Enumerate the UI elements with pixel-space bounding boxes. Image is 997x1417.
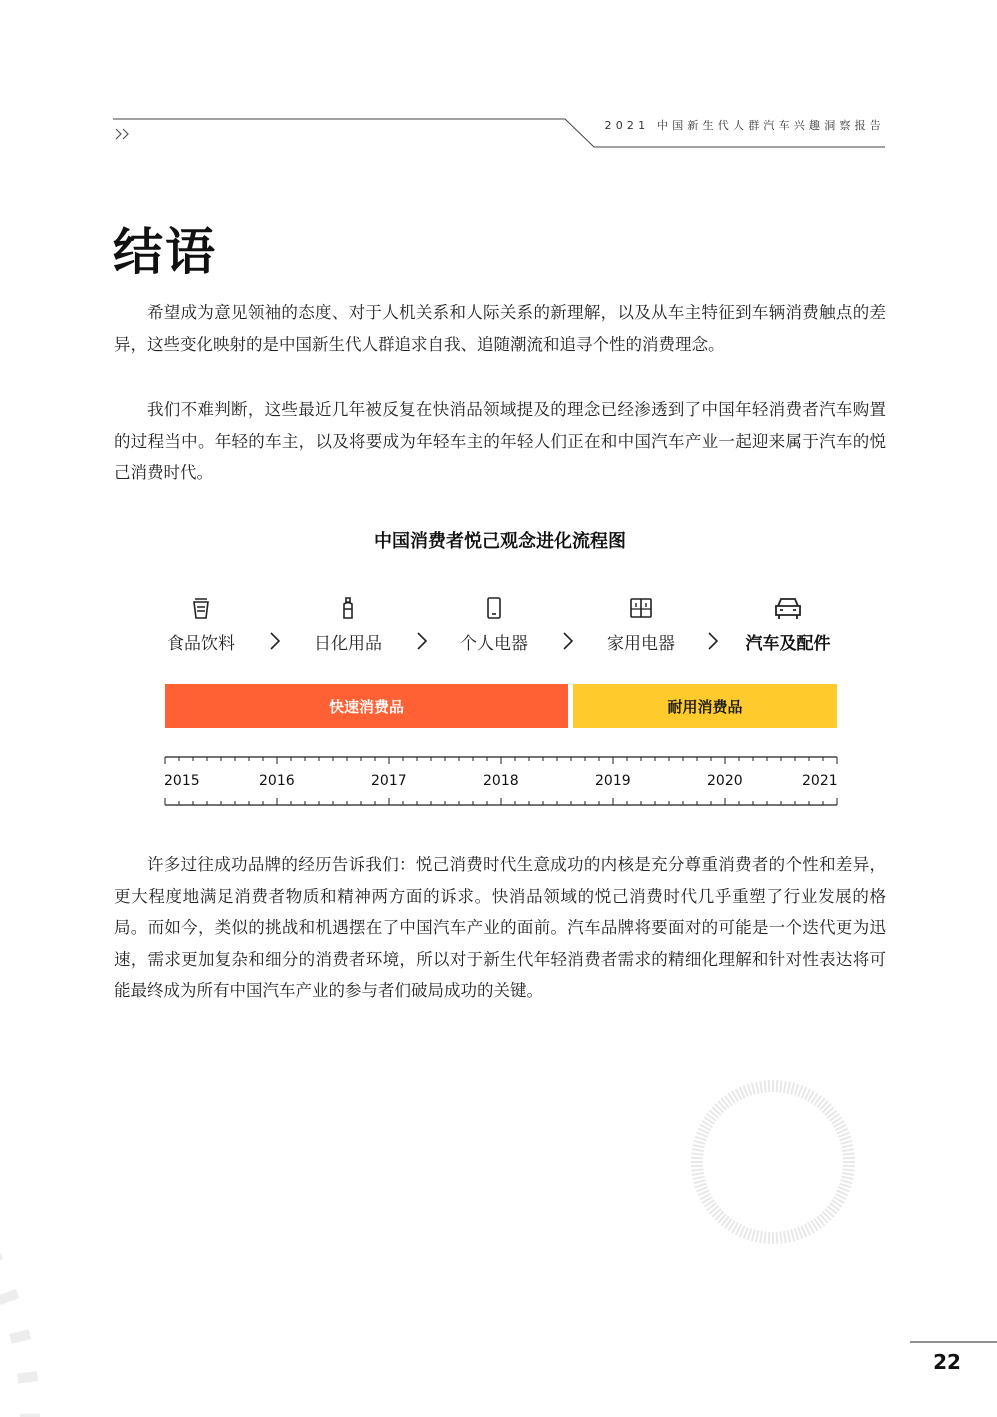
decorative-tick [696,1133,707,1137]
decorative-tick [843,1166,855,1167]
decorative-tick [843,1169,855,1170]
double-chevron-icon [114,127,132,145]
year-label: 2018 [483,773,519,789]
chevron-right-icon [269,631,281,651]
decorative-tick [843,1158,855,1159]
paragraph-1: 希望成为意见领袖的态度、对于人机关系和人际关系的新理解，以及从车主特征到车辆消费触点的差异，这些变化映射的是中国新生代人群追求自我、追随潮流和追寻个性的消费理念。 [114,303,886,354]
year-label: 2020 [707,773,743,789]
decorative-tick [693,1177,705,1179]
decorative-tick [842,1173,854,1175]
decorative-tick [843,1153,855,1154]
page-number: 22 [933,1350,961,1374]
decorative-tick [784,1231,786,1243]
decorative-tick [744,1085,748,1096]
decorative-tick [795,1084,799,1095]
decorative-tick [842,1149,854,1151]
bottle-icon [335,595,361,621]
decorative-tick [760,1231,762,1243]
decorative-tick [841,1141,853,1144]
category-label: 日化用品 [314,634,382,654]
category-label: 食品饮料 [167,634,235,654]
decorative-tick [780,1232,781,1244]
paragraph-3: 许多过往成功品牌的经历告诉我们：悦己消费时代生意成功的内核是充分尊重消费者的个性和差异，更大程度地满足消费者物质和精神两方面的诉求。快消品领域的悦己消费时代几乎重塑了行业发展的格局。而如今，类似的挑战和机遇摆在了中国汽车产业的面前。汽车品牌将要面对的可能是一个迭代更为迅速，需求更加复杂和细分的消费者环境，所以对于新生代年轻消费者需求的精细化理解和针对性表达将可能最终成为所有中国汽车产业的参与者们破局成功的关键。 [114,855,886,1000]
decorative-tick [841,1145,853,1147]
decorative-tick [769,1080,770,1092]
report-title: 2021 中国新生代人群汽车兴趣洞察报告 [604,119,885,132]
decorative-tick [777,1080,778,1092]
decorative-tick [760,1081,762,1093]
decorative-tick [777,1232,778,1244]
decorative-tick [795,1229,799,1240]
decorative-tick [791,1083,794,1095]
category-label: 家用电器 [607,634,675,654]
year-label: 2016 [259,773,295,789]
decorative-dash [9,1329,31,1343]
chevron-right-icon [707,631,719,651]
decorative-tick [798,1085,802,1096]
cup-icon [188,595,214,621]
decorative-tick [748,1229,752,1240]
decorative-tick [841,1177,853,1179]
decorative-tick [841,1180,853,1183]
decorative-tick [692,1149,704,1151]
decorative-tick [788,1230,790,1242]
decorative-dash [17,1371,38,1383]
decorative-tick [756,1230,758,1242]
decorative-tick [691,1166,703,1167]
decorative-tick [691,1169,703,1170]
decorative-tick [748,1084,752,1095]
fridge-icon [628,595,654,621]
category-label-highlight: 汽车及配件 [745,634,831,654]
decorative-pattern [0,1050,997,1417]
decorative-tick [694,1141,706,1144]
category-label: 个人电器 [460,634,528,654]
decorative-dash [0,1289,19,1305]
decorative-tick [691,1153,703,1154]
decorative-tick [840,1184,851,1188]
decorative-tick [692,1173,704,1175]
durable-goods-bar: 耐用消费品 [573,684,837,728]
page-number-rule [910,1340,997,1344]
chevron-right-icon [562,631,574,651]
decorative-tick [756,1082,758,1094]
decorative-tick [838,1133,849,1137]
decorative-tick [744,1227,748,1238]
fast-moving-goods-bar: 快速消费品 [165,684,568,728]
decorative-tick [695,1137,706,1141]
flowchart-title: 中国消费者悦己观念进化流程图 [374,531,626,552]
decorative-tick [752,1083,755,1095]
year-label: 2015 [164,773,200,789]
phone-icon [481,595,507,621]
decorative-dash [0,1250,3,1268]
year-label: 2019 [595,773,631,789]
decorative-tick [764,1232,765,1244]
decorative-tick [780,1080,781,1092]
car-icon [773,595,803,621]
page-heading: 结语 [113,223,217,281]
paragraph-2: 我们不难判断，这些最近几年被反复在快消品领域提及的理念已经渗透到了中国年轻消费者汽车购置的过程当中。年轻的车主，以及将要成为年轻车主的年轻人们正在和中国汽车产业一起迎来属于汽车的悦己消费时代。 [114,400,886,482]
year-label: 2021 [802,773,838,789]
decorative-tick [769,1232,770,1244]
decorative-tick [764,1080,765,1092]
decorative-tick [838,1187,849,1191]
decorative-tick [691,1158,703,1159]
decorative-tick [695,1184,706,1188]
decorative-tick [696,1187,707,1191]
decorative-tick [693,1145,705,1147]
decorative-tick [798,1227,802,1238]
decorative-tick [752,1230,755,1242]
decorative-tick [788,1082,790,1094]
decorative-tick [840,1137,851,1141]
year-label: 2017 [371,773,407,789]
decorative-tick [784,1081,786,1093]
decorative-tick [694,1180,706,1183]
decorative-tick [791,1230,794,1242]
chevron-right-icon [416,631,428,651]
header-rule [0,0,997,160]
